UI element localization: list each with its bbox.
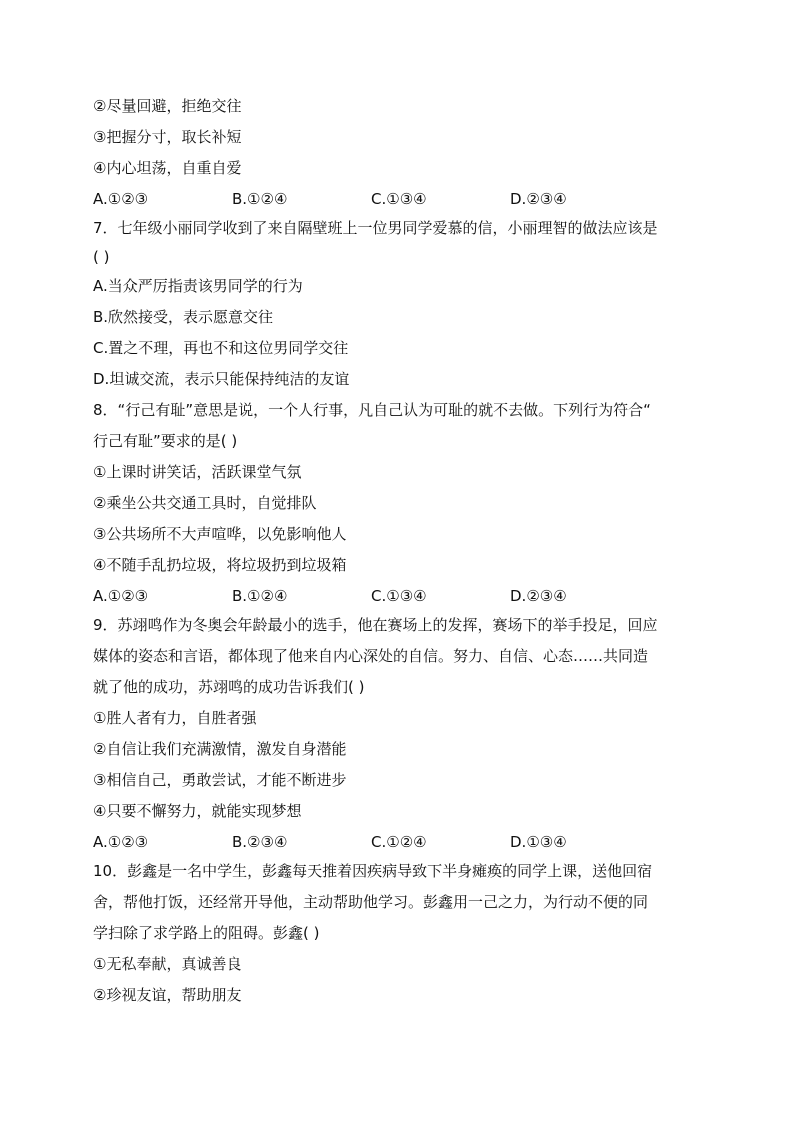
q9-stem-line-3: 就了他的成功，苏翊鸣的成功告诉我们( ) xyxy=(93,678,365,696)
q7-choice-d: D.坦诚交流，表示只能保持纯洁的友谊 xyxy=(93,370,350,388)
q9-item-1: ①胜人者有力，自胜者强 xyxy=(93,709,257,727)
q8-item-3: ③公共场所不大声喧哗，以免影响他人 xyxy=(93,525,347,543)
q7-choice-c: C.置之不理，再也不和这位男同学交往 xyxy=(93,339,349,357)
q10-stem-line-1: 10．彭鑫是一名中学生，彭鑫每天推着因疾病导致下半身瘫痪的同学上课，送他回宿 xyxy=(93,862,653,880)
q9-stem-line-2: 媒体的姿态和言语，都体现了他来自内心深处的自信。努力、自信、心态……共同造 xyxy=(93,647,649,665)
q9-options xyxy=(93,832,713,852)
q6-item-4: ④内心坦荡，自重自爱 xyxy=(93,159,242,177)
q8-option-b: B.①②④ xyxy=(232,587,288,605)
q8-option-c: C.①③④ xyxy=(371,587,427,605)
q9-option-a: A.①②③ xyxy=(93,833,149,851)
q9-item-3: ③相信自己，勇敢尝试，才能不断进步 xyxy=(93,771,347,789)
q6-option-d: D.②③④ xyxy=(510,190,567,208)
q9-option-d: D.①③④ xyxy=(510,833,567,851)
q7-stem-line-1: 7．七年级小丽同学收到了来自隔壁班上一位男同学爱慕的信，小丽理智的做法应该是 xyxy=(93,219,658,237)
q9-option-c: C.①②④ xyxy=(371,833,427,851)
q9-item-4: ④只要不懈努力，就能实现梦想 xyxy=(93,802,302,820)
q9-stem-line-1: 9．苏翊鸣作为冬奥会年龄最小的选手，他在赛场上的发挥，赛场下的举手投足，回应 xyxy=(93,616,658,634)
q10-stem-line-2: 舍，帮他打饭，还经常开导他，主动帮助他学习。彭鑫用一己之力，为行动不便的同 xyxy=(93,893,649,911)
q8-option-d: D.②③④ xyxy=(510,587,567,605)
q6-option-b: B.①②④ xyxy=(232,190,288,208)
q6-option-c: C.①③④ xyxy=(371,190,427,208)
q10-stem-line-3: 学扫除了求学路上的阻碍。彭鑫( ) xyxy=(93,924,320,942)
q8-item-1: ①上课时讲笑话，活跃课堂气氛 xyxy=(93,463,302,481)
q9-item-2: ②自信让我们充满激情，激发自身潜能 xyxy=(93,740,347,758)
q6-item-2: ②尽量回避，拒绝交往 xyxy=(93,97,242,115)
q8-item-2: ②乘坐公共交通工具时，自觉排队 xyxy=(93,494,317,512)
q7-stem-line-2: ( ) xyxy=(93,248,110,266)
q8-options xyxy=(93,586,713,606)
q8-stem-line-2: 行己有耻”要求的是( ) xyxy=(93,432,238,450)
q10-item-1: ①无私奉献，真诚善良 xyxy=(93,955,242,973)
q8-option-a: A.①②③ xyxy=(93,587,149,605)
q6-option-a: A.①②③ xyxy=(93,190,149,208)
q7-choice-b: B.欣然接受，表示愿意交往 xyxy=(93,308,274,326)
q6-item-3: ③把握分寸，取长补短 xyxy=(93,128,242,146)
q6-options xyxy=(93,189,713,209)
q8-stem-line-1: 8．“行己有耻”意思是说，一个人行事，凡自己认为可耻的就不去做。下列行为符合“ xyxy=(93,401,651,419)
q9-option-b: B.②③④ xyxy=(232,833,288,851)
q10-item-2: ②珍视友谊，帮助朋友 xyxy=(93,986,242,1004)
q7-choice-a: A.当众严厉指责该男同学的行为 xyxy=(93,277,303,295)
q8-item-4: ④不随手乱扔垃圾，将垃圾扔到垃圾箱 xyxy=(93,556,347,574)
